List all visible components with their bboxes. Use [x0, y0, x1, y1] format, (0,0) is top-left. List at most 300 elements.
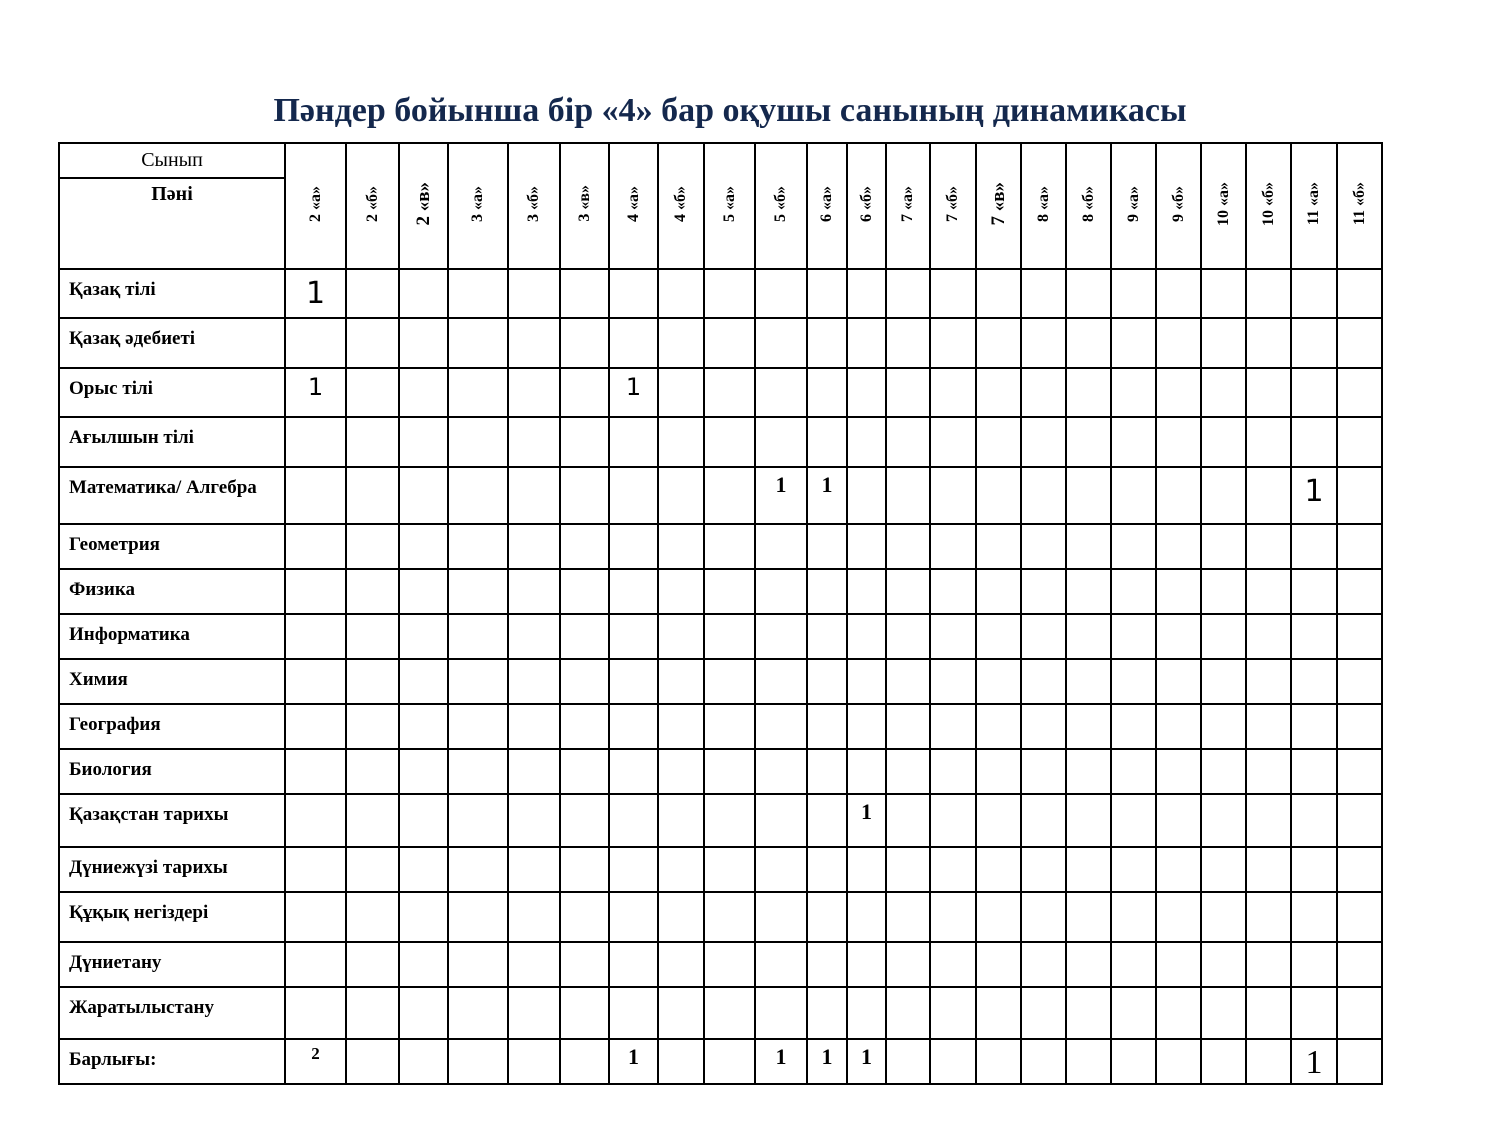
value-cell — [1066, 467, 1111, 524]
cell-value: 1 — [307, 373, 324, 401]
value-cell — [1021, 269, 1066, 318]
value-cell — [346, 524, 399, 569]
value-cell — [508, 417, 560, 467]
subject-name: Құқық негіздері — [59, 892, 285, 942]
value-cell — [1201, 614, 1246, 659]
value-cell — [1021, 318, 1066, 368]
value-cell — [346, 269, 399, 318]
value-cell — [886, 1039, 930, 1084]
value-cell — [609, 892, 658, 942]
value-cell — [1201, 318, 1246, 368]
class-column-header — [560, 143, 609, 269]
value-cell — [399, 318, 448, 368]
value-cell — [1066, 524, 1111, 569]
subject-name: Дүниежүзі тарихы — [59, 847, 285, 892]
value-cell — [399, 1039, 448, 1084]
value-cell — [399, 569, 448, 614]
value-cell — [807, 269, 847, 318]
value-cell — [1156, 467, 1201, 524]
value-cell — [1111, 892, 1156, 942]
value-cell — [886, 569, 930, 614]
value-cell — [1246, 569, 1291, 614]
value-cell — [1021, 467, 1066, 524]
class-label: 4 «б» — [672, 185, 689, 222]
value-cell — [560, 892, 609, 942]
value-cell — [346, 847, 399, 892]
value-cell — [755, 794, 807, 847]
value-cell — [886, 704, 930, 749]
table-row — [59, 368, 1382, 417]
value-cell — [346, 318, 399, 368]
value-cell — [508, 467, 560, 524]
class-column-header — [658, 143, 704, 269]
value-cell — [704, 467, 755, 524]
value-cell — [560, 1039, 609, 1084]
value-cell — [346, 942, 399, 987]
value-cell — [807, 987, 847, 1039]
value-cell — [1291, 847, 1337, 892]
value-cell — [704, 892, 755, 942]
value-cell — [448, 1039, 508, 1084]
value-cell — [1156, 269, 1201, 318]
value-cell — [508, 1039, 560, 1084]
value-cell — [658, 704, 704, 749]
value-cell — [704, 794, 755, 847]
class-column-header — [346, 143, 399, 269]
value-cell — [609, 1039, 658, 1084]
class-label: 2 «в» — [412, 181, 434, 226]
value-cell — [1291, 892, 1337, 942]
value-cell — [930, 569, 976, 614]
class-label: 8 «а» — [1034, 185, 1052, 222]
value-cell — [1021, 892, 1066, 942]
value-cell — [886, 417, 930, 467]
value-cell — [1066, 368, 1111, 417]
value-cell — [1337, 368, 1382, 417]
value-cell — [508, 368, 560, 417]
cell-value: 1 — [861, 1044, 872, 1069]
value-cell — [704, 269, 755, 318]
value-cell — [508, 942, 560, 987]
value-cell — [1021, 794, 1066, 847]
class-label: 11 «а» — [1305, 181, 1322, 226]
value-cell — [1201, 987, 1246, 1039]
subject-name: Жаратылыстану — [59, 987, 285, 1039]
value-cell — [886, 847, 930, 892]
value-cell — [285, 942, 346, 987]
cell-value: 1 — [1304, 474, 1324, 509]
value-cell — [658, 318, 704, 368]
value-cell — [847, 467, 886, 524]
class-column-header — [508, 143, 560, 269]
value-cell — [658, 987, 704, 1039]
table-row — [59, 942, 1382, 987]
class-label: 3 «б» — [525, 185, 542, 222]
value-cell — [285, 847, 346, 892]
value-cell — [1201, 569, 1246, 614]
value-cell — [1156, 524, 1201, 569]
value-cell — [976, 417, 1021, 467]
value-cell — [448, 318, 508, 368]
value-cell — [1111, 614, 1156, 659]
value-cell — [976, 318, 1021, 368]
value-cell — [1337, 794, 1382, 847]
value-cell — [658, 467, 704, 524]
value-cell — [609, 318, 658, 368]
class-column-header — [399, 143, 448, 269]
value-cell — [704, 1039, 755, 1084]
table-row — [59, 614, 1382, 659]
class-column-header — [976, 143, 1021, 269]
class-column-header — [807, 143, 847, 269]
value-cell — [1066, 892, 1111, 942]
class-column-header — [1337, 143, 1382, 269]
value-cell — [1021, 704, 1066, 749]
value-cell — [1337, 749, 1382, 794]
class-label: 9 «а» — [1124, 185, 1142, 222]
value-cell — [704, 614, 755, 659]
value-cell — [448, 467, 508, 524]
value-cell — [1291, 942, 1337, 987]
value-cell — [1201, 1039, 1246, 1084]
value-cell — [508, 524, 560, 569]
value-cell — [399, 892, 448, 942]
table-row — [59, 318, 1382, 368]
value-cell — [1066, 987, 1111, 1039]
value-cell — [1111, 524, 1156, 569]
value-cell — [1246, 794, 1291, 847]
value-cell — [1246, 704, 1291, 749]
class-label: 7 «в» — [987, 181, 1009, 226]
value-cell — [285, 1039, 346, 1084]
table-row — [59, 467, 1382, 524]
subject-name: Қазақстан тарихы — [59, 794, 285, 847]
value-cell — [847, 847, 886, 892]
value-cell — [399, 749, 448, 794]
value-cell — [886, 749, 930, 794]
value-cell — [704, 659, 755, 704]
value-cell — [976, 368, 1021, 417]
value-cell — [930, 417, 976, 467]
value-cell — [1111, 1039, 1156, 1084]
subject-name: География — [59, 704, 285, 749]
value-cell — [847, 1039, 886, 1084]
subject-name: Ағылшын тілі — [59, 417, 285, 467]
value-cell — [609, 269, 658, 318]
value-cell — [755, 467, 807, 524]
value-cell — [508, 269, 560, 318]
value-cell — [1201, 847, 1246, 892]
value-cell — [1246, 614, 1291, 659]
value-cell — [976, 614, 1021, 659]
value-cell — [448, 987, 508, 1039]
value-cell — [1291, 368, 1337, 417]
value-cell — [930, 704, 976, 749]
value-cell — [976, 569, 1021, 614]
subject-name: Орыс тілі — [59, 368, 285, 417]
value-cell — [448, 417, 508, 467]
class-column-header — [886, 143, 930, 269]
value-cell — [1201, 467, 1246, 524]
value-cell — [1337, 417, 1382, 467]
table-row — [59, 847, 1382, 892]
value-cell — [508, 987, 560, 1039]
value-cell — [807, 942, 847, 987]
value-cell — [1111, 318, 1156, 368]
value-cell — [807, 524, 847, 569]
value-cell — [886, 368, 930, 417]
value-cell — [448, 749, 508, 794]
class-column-header — [1201, 143, 1246, 269]
value-cell — [1156, 847, 1201, 892]
class-label: 7 «б» — [944, 185, 961, 222]
class-column-header — [704, 143, 755, 269]
value-cell — [1156, 1039, 1201, 1084]
value-cell — [976, 892, 1021, 942]
value-cell — [1291, 318, 1337, 368]
value-cell — [560, 569, 609, 614]
value-cell — [1156, 614, 1201, 659]
table-row — [59, 269, 1382, 318]
grades-table — [58, 142, 1383, 1085]
value-cell — [755, 749, 807, 794]
class-column-header — [1156, 143, 1201, 269]
value-cell — [508, 318, 560, 368]
value-cell — [346, 467, 399, 524]
class-label: 10 «б» — [1259, 181, 1277, 226]
value-cell — [1337, 524, 1382, 569]
value-cell — [1337, 269, 1382, 318]
value-cell — [448, 659, 508, 704]
cell-value: 1 — [775, 472, 787, 497]
value-cell — [847, 659, 886, 704]
value-cell — [399, 524, 448, 569]
value-cell — [609, 704, 658, 749]
value-cell — [755, 318, 807, 368]
value-cell — [658, 524, 704, 569]
class-label: 2 «а» — [306, 185, 324, 222]
value-cell — [658, 614, 704, 659]
value-cell — [1066, 614, 1111, 659]
value-cell — [285, 269, 346, 318]
value-cell — [755, 847, 807, 892]
value-cell — [1111, 942, 1156, 987]
table-row — [59, 417, 1382, 467]
value-cell — [658, 847, 704, 892]
value-cell — [976, 467, 1021, 524]
table-row — [59, 794, 1382, 847]
value-cell — [399, 659, 448, 704]
value-cell — [886, 942, 930, 987]
value-cell — [1246, 1039, 1291, 1084]
value-cell — [1246, 368, 1291, 417]
value-cell — [448, 614, 508, 659]
value-cell — [560, 942, 609, 987]
value-cell — [847, 794, 886, 847]
subject-header-label: Пәні — [59, 178, 285, 269]
value-cell — [399, 942, 448, 987]
value-cell — [1337, 942, 1382, 987]
value-cell — [704, 704, 755, 749]
value-cell — [1201, 524, 1246, 569]
value-cell — [1246, 892, 1291, 942]
value-cell — [1021, 987, 1066, 1039]
value-cell — [448, 269, 508, 318]
value-cell — [448, 794, 508, 847]
class-column-header — [448, 143, 508, 269]
cell-value: 1 — [821, 1044, 833, 1069]
value-cell — [346, 749, 399, 794]
class-label: 8 «б» — [1079, 185, 1097, 222]
value-cell — [704, 318, 755, 368]
value-cell — [1066, 269, 1111, 318]
class-column-header — [1066, 143, 1111, 269]
value-cell — [1066, 847, 1111, 892]
value-cell — [1111, 704, 1156, 749]
value-cell — [1021, 368, 1066, 417]
value-cell — [658, 794, 704, 847]
value-cell — [1291, 704, 1337, 749]
value-cell — [1156, 417, 1201, 467]
value-cell — [1201, 749, 1246, 794]
value-cell — [1111, 659, 1156, 704]
value-cell — [1111, 847, 1156, 892]
subject-name: Информатика — [59, 614, 285, 659]
value-cell — [346, 417, 399, 467]
value-cell — [346, 569, 399, 614]
value-cell — [399, 847, 448, 892]
value-cell — [1156, 942, 1201, 987]
value-cell — [1337, 987, 1382, 1039]
value-cell — [1337, 659, 1382, 704]
value-cell — [886, 987, 930, 1039]
value-cell — [1337, 569, 1382, 614]
page-title: Пәндер бойынша бір «4» бар оқушы санының динамикасы — [273, 92, 1187, 129]
value-cell — [1337, 614, 1382, 659]
value-cell — [930, 467, 976, 524]
value-cell — [399, 987, 448, 1039]
value-cell — [886, 269, 930, 318]
value-cell — [285, 659, 346, 704]
value-cell — [847, 942, 886, 987]
class-label: 6 «а» — [818, 185, 835, 222]
value-cell — [346, 704, 399, 749]
value-cell — [285, 524, 346, 569]
value-cell — [1291, 749, 1337, 794]
table-row — [59, 659, 1382, 704]
subject-name: Қазақ тілі — [59, 269, 285, 318]
value-cell — [1246, 987, 1291, 1039]
value-cell — [1111, 417, 1156, 467]
class-label: 10 «а» — [1214, 181, 1232, 226]
value-cell — [399, 417, 448, 467]
value-cell — [807, 704, 847, 749]
value-cell — [807, 467, 847, 524]
value-cell — [807, 847, 847, 892]
value-cell — [1291, 467, 1337, 524]
value-cell — [285, 614, 346, 659]
value-cell — [399, 704, 448, 749]
table-row — [59, 892, 1382, 942]
value-cell — [1021, 524, 1066, 569]
value-cell — [1291, 659, 1337, 704]
value-cell — [807, 749, 847, 794]
value-cell — [399, 794, 448, 847]
value-cell — [1066, 749, 1111, 794]
value-cell — [755, 892, 807, 942]
value-cell — [560, 794, 609, 847]
value-cell — [1337, 704, 1382, 749]
value-cell — [1066, 1039, 1111, 1084]
value-cell — [609, 659, 658, 704]
value-cell — [560, 368, 609, 417]
value-cell — [1201, 659, 1246, 704]
value-cell — [807, 614, 847, 659]
value-cell — [886, 524, 930, 569]
value-cell — [930, 892, 976, 942]
value-cell — [930, 269, 976, 318]
value-cell — [930, 318, 976, 368]
value-cell — [1111, 987, 1156, 1039]
value-cell — [285, 704, 346, 749]
value-cell — [1156, 569, 1201, 614]
value-cell — [1021, 614, 1066, 659]
value-cell — [1066, 794, 1111, 847]
value-cell — [1111, 269, 1156, 318]
cell-value: 1 — [775, 1044, 787, 1069]
value-cell — [1066, 417, 1111, 467]
value-cell — [560, 467, 609, 524]
value-cell — [658, 659, 704, 704]
value-cell — [704, 569, 755, 614]
value-cell — [285, 368, 346, 417]
cell-value: 2 — [311, 1044, 320, 1063]
value-cell — [1291, 794, 1337, 847]
value-cell — [448, 704, 508, 749]
value-cell — [930, 659, 976, 704]
class-label: 3 «в» — [575, 185, 593, 222]
value-cell — [1021, 942, 1066, 987]
value-cell — [886, 794, 930, 847]
value-cell — [755, 942, 807, 987]
value-cell — [1246, 659, 1291, 704]
value-cell — [560, 524, 609, 569]
value-cell — [1337, 467, 1382, 524]
value-cell — [755, 417, 807, 467]
value-cell — [1246, 942, 1291, 987]
value-cell — [346, 987, 399, 1039]
value-cell — [1111, 794, 1156, 847]
value-cell — [448, 847, 508, 892]
value-cell — [807, 368, 847, 417]
value-cell — [448, 524, 508, 569]
table-row — [59, 749, 1382, 794]
value-cell — [930, 942, 976, 987]
value-cell — [346, 1039, 399, 1084]
value-cell — [1201, 417, 1246, 467]
value-cell — [1291, 1039, 1337, 1084]
value-cell — [1156, 749, 1201, 794]
subject-name: Биология — [59, 749, 285, 794]
value-cell — [976, 749, 1021, 794]
value-cell — [508, 659, 560, 704]
value-cell — [1246, 749, 1291, 794]
value-cell — [847, 524, 886, 569]
cell-value: 1 — [821, 472, 833, 497]
value-cell — [1337, 318, 1382, 368]
subject-name: Химия — [59, 659, 285, 704]
value-cell — [847, 987, 886, 1039]
